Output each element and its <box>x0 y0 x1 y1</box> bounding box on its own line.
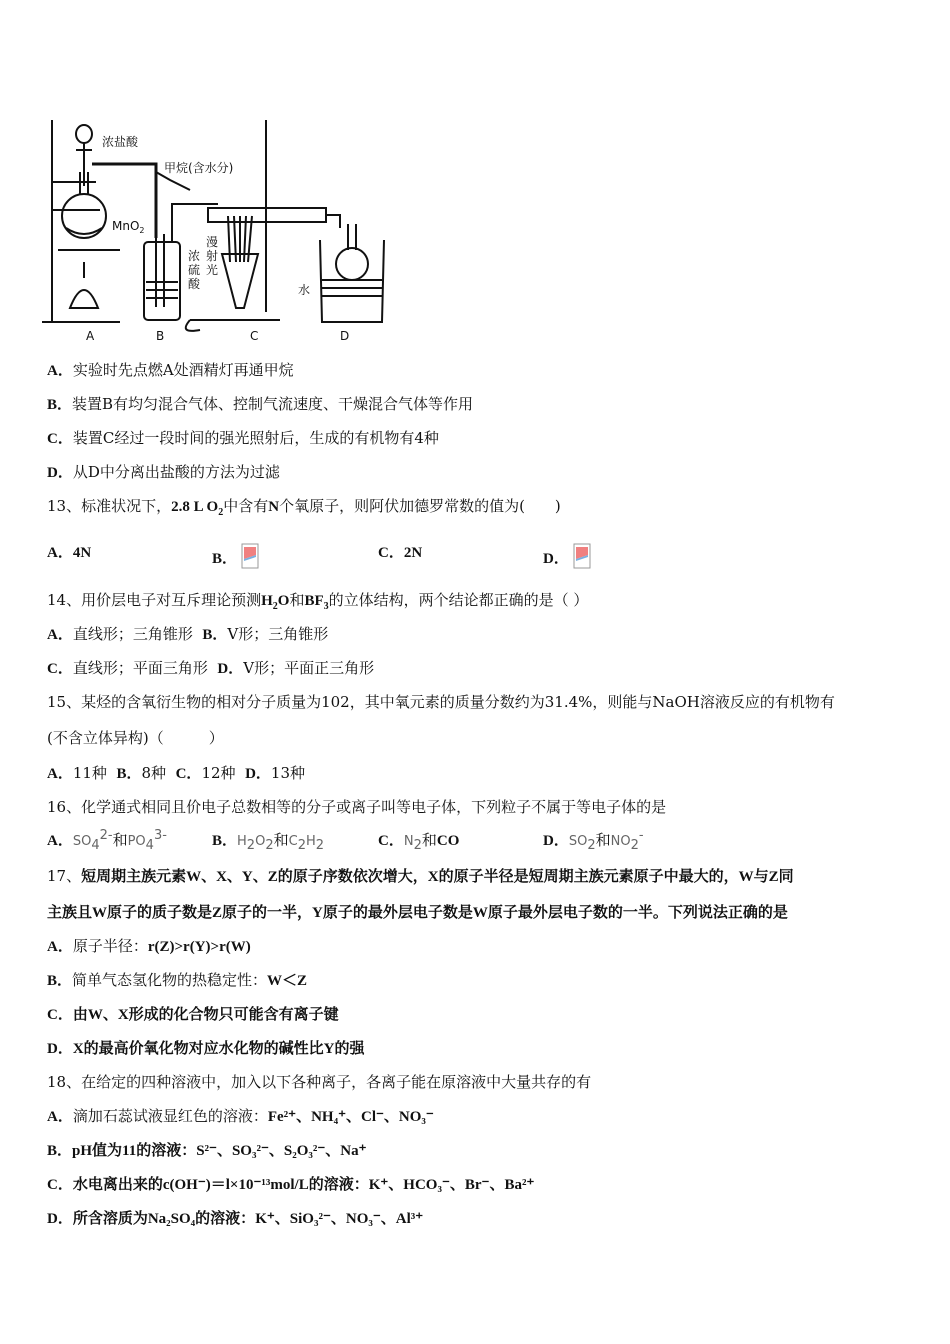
q18-option-d: D．所含溶质为Na₂SO₄的溶液：K⁺、SiO₃²⁻、NO₃⁻、Al³⁺ <box>47 1211 424 1227</box>
q18-stem: 18、在给定的四种溶液中，加入以下各种离子，各离子能在原溶液中大量共存的有 <box>47 1073 592 1091</box>
q18-option-c: C．水电离出来的c(OH⁻)＝l×10⁻¹³mol/L的溶液：K⁺、HCO₃⁻、Br⁻、Ba²⁺ <box>47 1177 535 1193</box>
q16-option-b: B．$H_2O_2$和$C_2H_2$ <box>212 831 325 853</box>
label-a: A <box>86 329 95 343</box>
flask-a <box>62 194 106 238</box>
label-h2so4-1: 浓 <box>188 249 201 263</box>
separatory-funnel <box>76 125 92 143</box>
q13-stem: 13、标准状况下，2.8 L $O_2$中含有N个氧原子，则阿伏加德罗常数的值为( ) <box>47 497 561 518</box>
label-water: 水 <box>298 283 311 297</box>
q18-option-a: A．滴加石蕊试液显红色的溶液：Fe²⁺、NH₄⁺、Cl⁻、NO₃⁻ <box>47 1107 434 1125</box>
q13-option-d: D． <box>543 543 591 569</box>
q15-options: A．11种 B．8种 C．12种 D．13种 <box>47 764 306 782</box>
q12-option-c: C．装置C经过一段时间的强光照射后，生成的有机物有4种 <box>47 429 439 447</box>
label-c: C <box>250 329 259 343</box>
q12-option-d: D．从D中分离出盐酸的方法为过滤 <box>47 463 280 481</box>
light-cone <box>222 254 258 308</box>
label-hcl: 浓盐酸 <box>102 135 139 149</box>
q14-options-cd: C．直线形；平面三角形 D．V形；平面正三角形 <box>47 659 375 677</box>
q14-stem: 14、用价层电子对互斥理论预测$H_2O$和$BF_3$的立体结构，两个结论都正确的是（ ） <box>47 591 589 612</box>
broken-image-icon <box>241 543 259 569</box>
label-d: D <box>340 329 350 343</box>
label-b: B <box>156 329 165 343</box>
q13-option-b: B． <box>212 543 259 569</box>
label-mno2: MnO$_2$ <box>112 219 145 235</box>
q17-option-c: C．由W、X形成的化合物只可能含有离子键 <box>47 1007 339 1023</box>
q17-stem-2: 主族且W原子的质子数是Z原子的一半，Y原子的最外层电子数是W原子最外层电子数的一半。下列说法正确的是 <box>47 905 788 921</box>
q13-option-c: C．2N <box>378 545 423 561</box>
alcohol-lamp <box>70 290 98 308</box>
q16-option-c: C．$N_2$和CO <box>378 831 460 853</box>
q17-option-a: A．原子半径：r(Z)>r(Y)>r(W) <box>47 937 251 955</box>
flask-d <box>336 248 368 280</box>
q17-stem: 17、短周期主族元素W、X、Y、Z的原子序数依次增大，X的原子半径是短周期主族元素原子中最大的，W与Z同 <box>47 867 794 885</box>
q17-option-b: B．简单气态氢化物的热稳定性：W＜Z <box>47 971 308 989</box>
q13-option-a: A．4N <box>47 545 92 561</box>
label-light-1: 漫 <box>206 235 219 249</box>
q18-option-b: B．pH值为11的溶液：S²⁻、SO₃²⁻、S₂O₃²⁻、Na⁺ <box>47 1143 367 1159</box>
label-light-2: 射 <box>206 249 219 263</box>
broken-image-icon <box>573 543 591 569</box>
label-light-3: 光 <box>206 263 219 277</box>
q16-stem: 16、化学通式相同且价电子总数相等的分子或离子叫等电子体，下列粒子不属于等电子体的是 <box>47 798 667 816</box>
q17-option-d: D．X的最高价氧化物对应水化物的碱性比Y的强 <box>47 1041 365 1057</box>
q12-option-a: A．实验时先点燃A处酒精灯再通甲烷 <box>47 361 294 379</box>
q16-option-d: D．$SO_2$和$NO_2^-$ <box>543 828 644 853</box>
label-h2so4-2: 硫 <box>188 263 201 277</box>
q16-option-a: A．$SO_4^{2-}$和$PO_4^{3-}$ <box>47 828 167 853</box>
q15-stem-2: (不含立体异构)（ ） <box>47 729 224 747</box>
q14-options-ab: A．直线形；三角锥形 B．V形；三角锥形 <box>47 625 329 643</box>
label-methane: 甲烷(含水分) <box>164 161 234 175</box>
label-h2so4-3: 酸 <box>188 277 201 291</box>
apparatus-figure <box>40 112 400 344</box>
q12-option-b: B．装置B有均匀混合气体、控制气流速度、干燥混合气体等作用 <box>47 395 474 413</box>
q15-stem: 15、某烃的含氧衍生物的相对分子质量为102，其中氧元素的质量分数约为31.4%，则能与NaOH溶液反应的有机物有 <box>47 693 835 711</box>
